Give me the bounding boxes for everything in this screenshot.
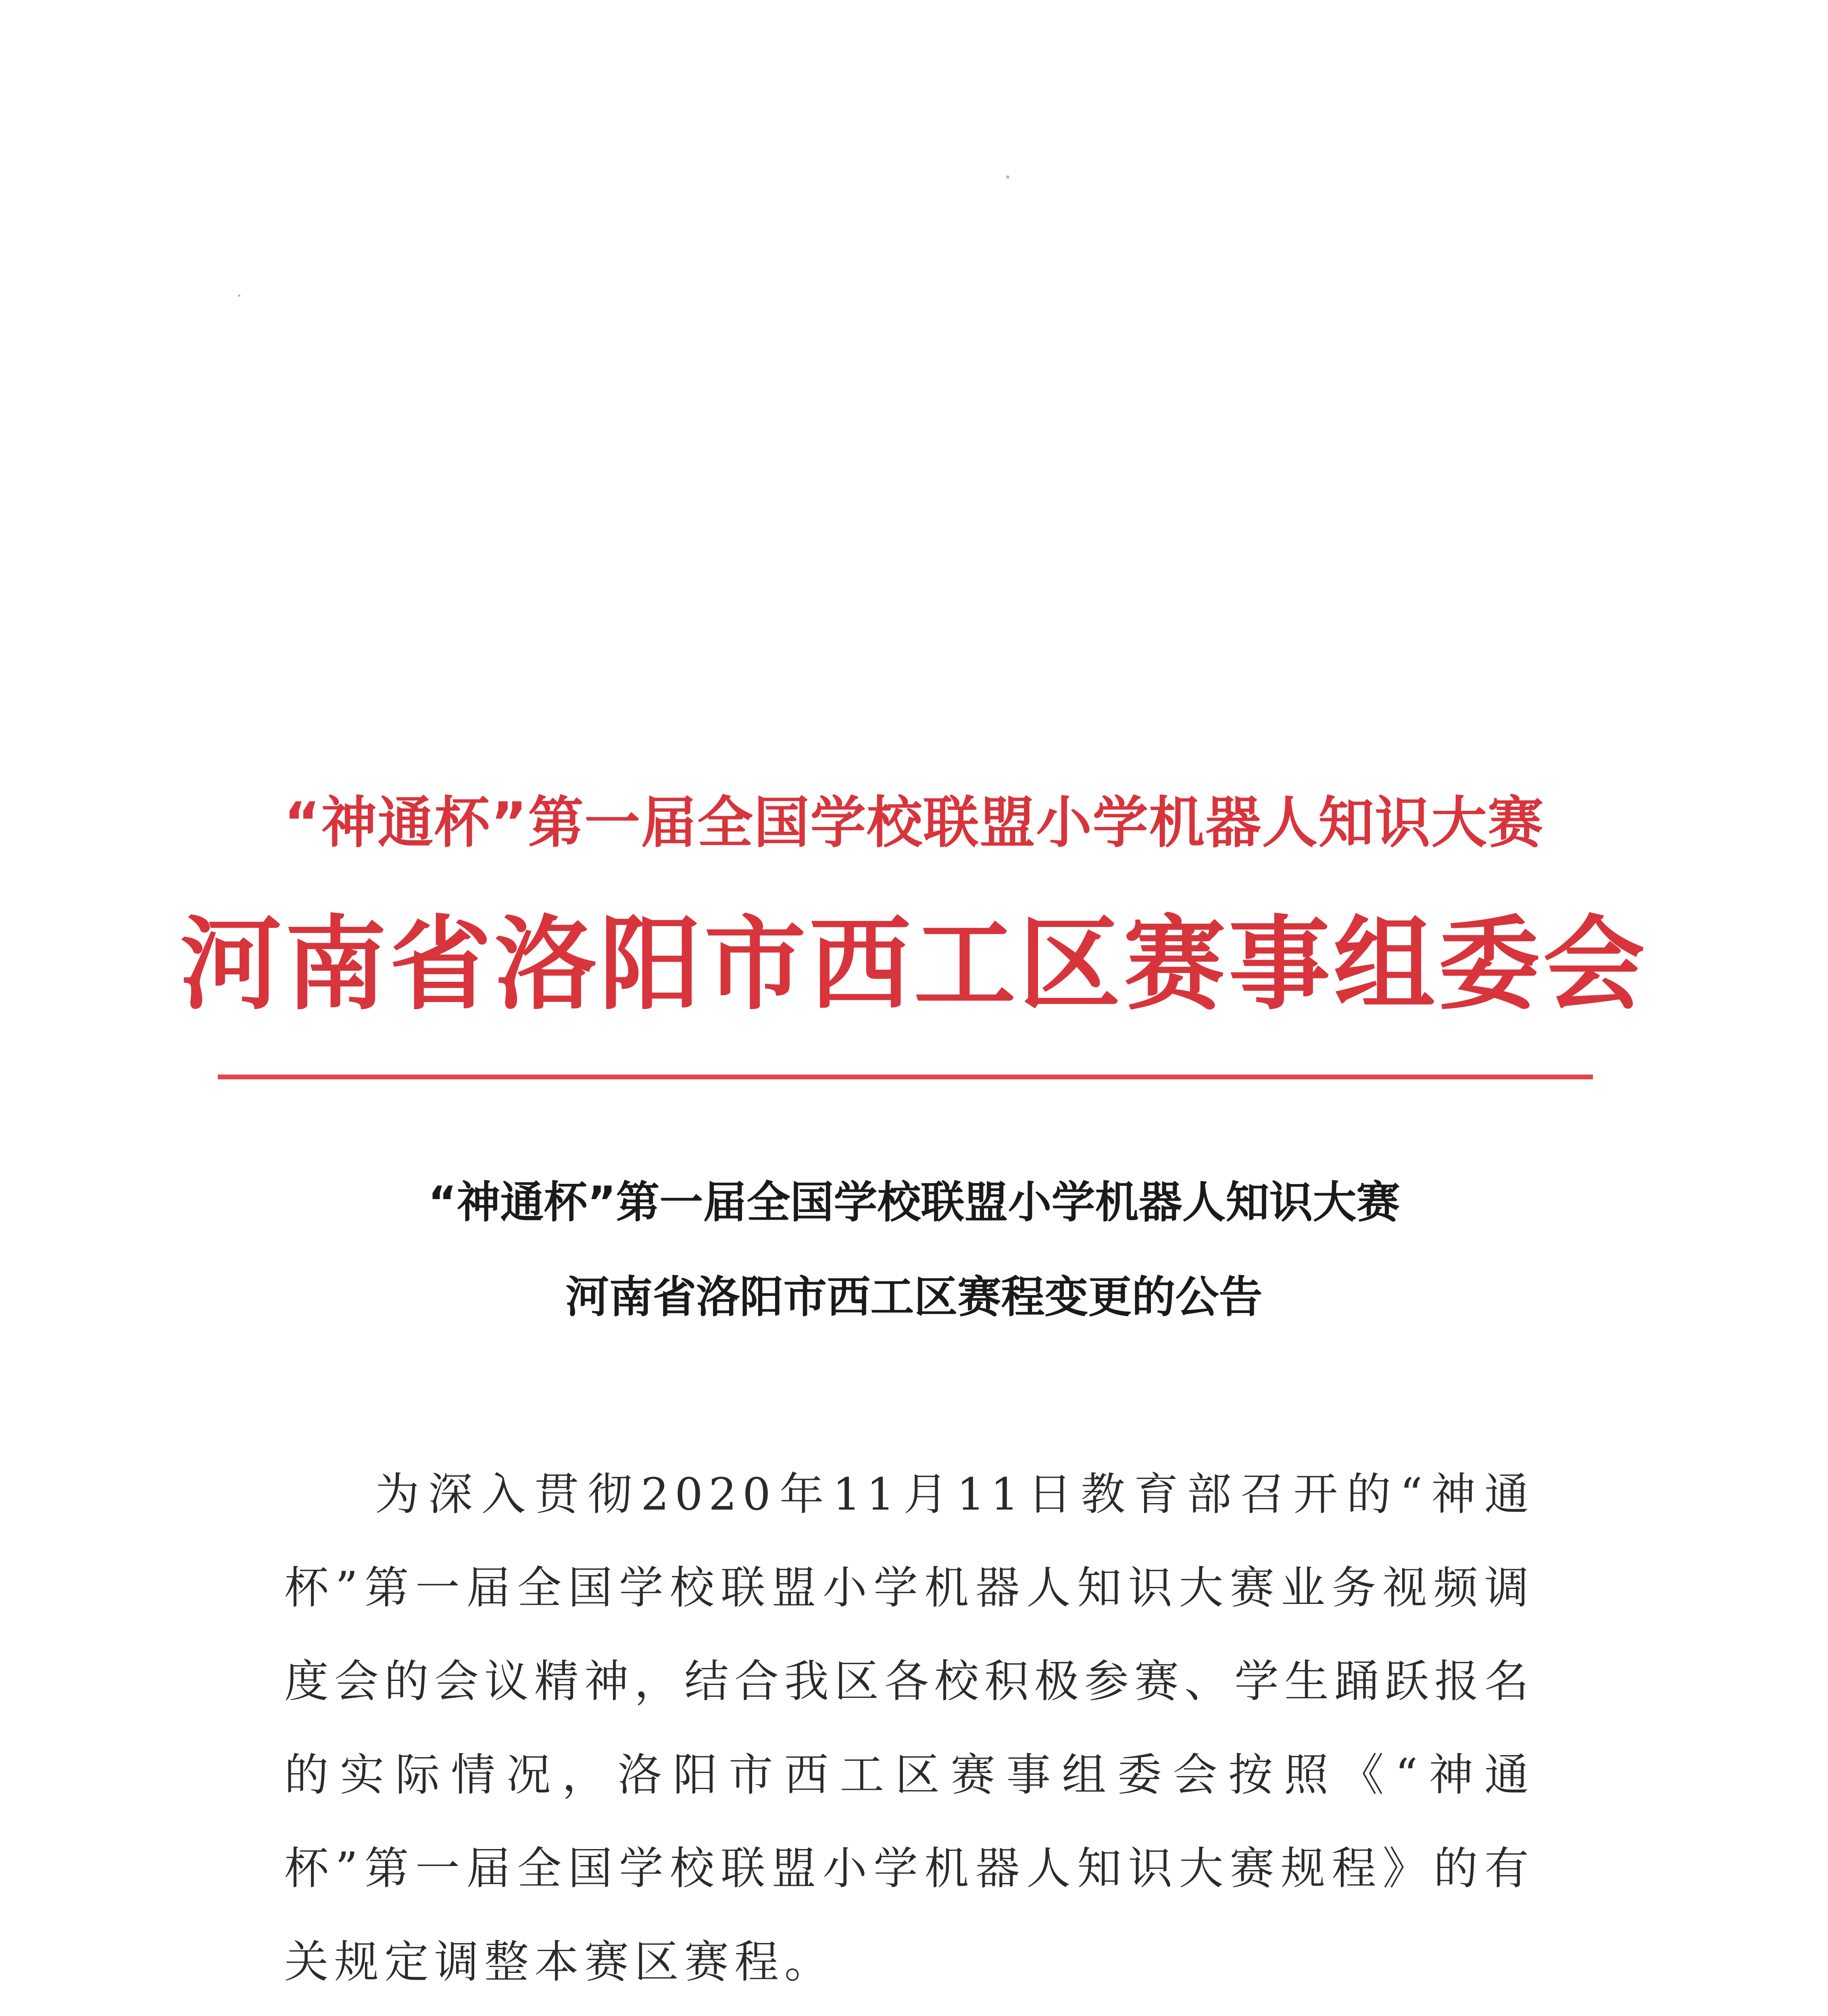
red-divider-line bbox=[218, 1075, 1593, 1079]
header-organizer: 河南省洛阳市西工区赛事组委会 bbox=[180, 906, 1648, 1024]
notice-body bbox=[284, 1447, 1534, 2009]
header-competition-name: “神通杯”第一届全国学校联盟小学机器人知识大赛 bbox=[283, 790, 1545, 855]
body-paragraph: 为深入贯彻2020年11月11日教育部召开的“神通杯”第一届全国学校联盟小学机器人知识大赛业务视频调度会的会议精神，结合我区各校积极参赛、学生踊跃报名的实际情况，洛阳市西工区赛事组委会按照《“神通杯”第一届全国学校联盟小学机器人知识大赛规程》的有关规定调整本赛区赛程。 bbox=[284, 1468, 1534, 1988]
notice-title-line1: “神通杯”第一届全国学校联盟小学机器人知识大赛 bbox=[428, 1177, 1400, 1228]
scan-speck bbox=[238, 294, 240, 297]
scan-speck bbox=[1006, 175, 1009, 179]
notice-title-line2: 河南省洛阳市西工区赛程变更的公告 bbox=[565, 1272, 1263, 1322]
